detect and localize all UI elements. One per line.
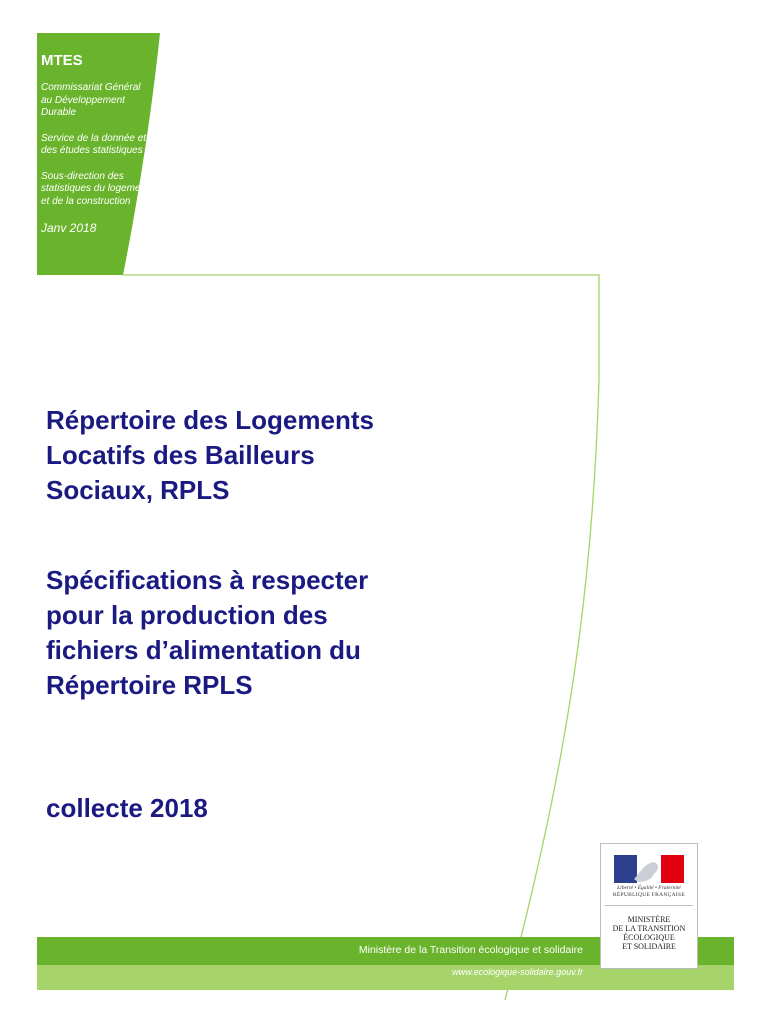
title-line: Sociaux, RPLS <box>46 475 230 505</box>
footer-ministry-name: Ministère de la Transition écologique et solidaire <box>358 944 583 956</box>
logo-ministry-line: MINISTÈRE <box>627 915 671 924</box>
document-title <box>46 403 486 508</box>
logo-divider <box>605 905 693 906</box>
title-line: Locatifs des Bailleurs <box>46 440 315 470</box>
logo-ministry-name <box>601 915 697 951</box>
republic-name: RÉPUBLIQUE FRANÇAISE <box>612 892 686 898</box>
subtitle-line: Spécifications à respecter <box>46 565 369 595</box>
ministry-logo <box>600 843 698 969</box>
document-subtitle <box>46 563 486 703</box>
logo-ministry-line: ET SOLIDAIRE <box>622 942 676 951</box>
sidebar-panel <box>41 52 153 235</box>
sidebar-subdirectorate: Sous-direction des statistiques du logement et de la construction <box>41 170 149 207</box>
subtitle-line: Répertoire RPLS <box>46 670 253 700</box>
logo-ministry-line: ÉCOLOGIQUE <box>623 933 675 942</box>
subtitle-line: pour la production des <box>46 600 328 630</box>
sidebar-directorate: Commissariat Général au Développement Durable <box>41 82 141 118</box>
republic-motto: Liberté • Égalité • Fraternité <box>617 885 681 891</box>
logo-ministry-line: DE LA TRANSITION <box>612 924 686 933</box>
subtitle-line: fichiers d’alimentation du <box>46 635 361 665</box>
title-line: Répertoire des Logements <box>46 405 374 435</box>
organization-acronym: MTES <box>41 52 83 69</box>
marianne-flag-icon <box>614 855 684 883</box>
campaign-year: collecte 2018 <box>46 793 208 823</box>
footer-website-link[interactable]: www.ecologique-solidaire.gouv.fr <box>452 967 583 977</box>
sidebar-service: Service de la donnée et des études statistiques <box>41 132 147 156</box>
publication-date: Janv 2018 <box>41 221 97 235</box>
